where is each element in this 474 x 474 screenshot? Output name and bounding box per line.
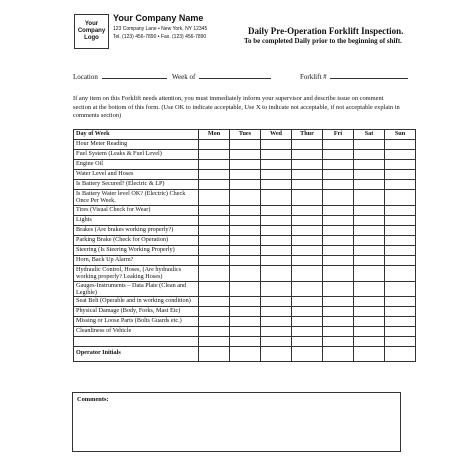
check-cell[interactable] (385, 265, 416, 281)
check-cell[interactable] (230, 140, 261, 150)
instructions-text: If any item on this Forklift needs attention, you must immediately inform your supervisor and describe issue on comment section at the bottom of this form. (Use OK to indicate acceptable, Use X to indicate not acceptable, if not acceptable explain in comments section) (73, 95, 400, 120)
check-cell[interactable] (292, 150, 323, 160)
check-cell[interactable] (354, 150, 385, 160)
check-cell[interactable] (199, 215, 230, 225)
check-cell[interactable] (292, 235, 323, 245)
check-cell[interactable] (323, 235, 354, 245)
table-row (74, 327, 416, 337)
table-row (74, 281, 416, 297)
check-cell[interactable] (230, 205, 261, 215)
table-row (74, 317, 416, 327)
check-cell[interactable] (230, 215, 261, 225)
check-cell[interactable] (323, 317, 354, 327)
check-cell[interactable] (354, 317, 385, 327)
check-cell[interactable] (199, 265, 230, 281)
check-cell[interactable] (292, 307, 323, 317)
item-label: Is Battery Secured? (Electric & LP) (74, 180, 199, 190)
check-cell[interactable] (261, 170, 292, 180)
check-cell[interactable] (230, 327, 261, 337)
check-cell[interactable] (354, 205, 385, 215)
check-cell[interactable] (199, 255, 230, 265)
check-cell[interactable] (385, 205, 416, 215)
forklift-field[interactable] (300, 71, 408, 81)
check-cell[interactable] (292, 205, 323, 215)
check-cell[interactable] (230, 225, 261, 235)
check-cell[interactable] (261, 235, 292, 245)
check-cell[interactable] (385, 190, 416, 206)
check-cell[interactable] (323, 190, 354, 206)
check-cell[interactable] (354, 245, 385, 255)
check-cell[interactable] (323, 337, 354, 347)
table-row (74, 170, 416, 180)
check-cell[interactable] (199, 235, 230, 245)
check-cell[interactable] (323, 170, 354, 180)
day-header: Tues (230, 130, 261, 140)
item-label: Water Level and Hoses (74, 170, 199, 180)
check-cell[interactable] (230, 235, 261, 245)
check-cell[interactable] (261, 150, 292, 160)
check-cell[interactable] (261, 255, 292, 265)
check-cell[interactable] (323, 150, 354, 160)
day-of-week-header: Day of Week (74, 130, 199, 140)
check-cell[interactable] (292, 140, 323, 150)
check-cell[interactable] (385, 337, 416, 347)
table-row (74, 160, 416, 170)
check-cell[interactable] (230, 160, 261, 170)
item-label: Lights (74, 215, 199, 225)
table-row (74, 337, 416, 347)
check-cell[interactable] (230, 297, 261, 307)
location-field[interactable] (73, 71, 167, 81)
check-cell[interactable] (385, 225, 416, 235)
check-cell[interactable] (385, 160, 416, 170)
check-cell[interactable] (230, 190, 261, 206)
check-cell[interactable] (292, 265, 323, 281)
item-label: Engine Oil (74, 160, 199, 170)
form-title: Daily Pre-Operation Forklift Inspection. (248, 26, 404, 36)
location-blank[interactable] (102, 71, 167, 79)
forklift-label: Forklift # (300, 73, 327, 81)
check-cell[interactable] (199, 281, 230, 297)
check-cell[interactable] (323, 307, 354, 317)
table-row (74, 245, 416, 255)
check-cell[interactable] (199, 140, 230, 150)
check-cell[interactable] (199, 297, 230, 307)
check-cell[interactable] (292, 245, 323, 255)
item-label: Cleanliness of Vehicle (74, 327, 199, 337)
item-label: Hour Meter Reading (74, 140, 199, 150)
check-cell[interactable] (354, 265, 385, 281)
check-cell[interactable] (354, 327, 385, 337)
item-label: Is Battery Water level OK? (Electric) Check Once Per Week. (74, 190, 199, 206)
check-cell[interactable] (323, 245, 354, 255)
table-row (74, 150, 416, 160)
check-cell[interactable] (323, 215, 354, 225)
check-cell[interactable] (354, 255, 385, 265)
check-cell[interactable] (261, 317, 292, 327)
check-cell[interactable] (261, 281, 292, 297)
check-cell[interactable] (292, 170, 323, 180)
check-cell[interactable] (199, 317, 230, 327)
check-cell[interactable] (385, 180, 416, 190)
check-cell[interactable] (354, 170, 385, 180)
check-cell[interactable] (354, 235, 385, 245)
check-cell[interactable] (292, 160, 323, 170)
check-cell[interactable] (323, 140, 354, 150)
item-label: Physical Damage (Body, Forks, Mast Etc) (74, 307, 199, 317)
check-cell[interactable] (199, 160, 230, 170)
check-cell[interactable] (199, 307, 230, 317)
inspection-items (74, 140, 416, 362)
logo-line-2: Company (77, 28, 106, 34)
check-cell[interactable] (230, 150, 261, 160)
check-cell[interactable] (230, 317, 261, 327)
check-cell[interactable] (199, 170, 230, 180)
check-cell[interactable] (199, 327, 230, 337)
item-label: Missing or Loose Parts (Bolts Guards etc.) (74, 317, 199, 327)
check-cell[interactable] (292, 281, 323, 297)
company-phone: Tel. (123) 456-7890 • Fax. (123) 456-7890 (113, 34, 207, 40)
table-row (74, 255, 416, 265)
check-cell[interactable] (261, 327, 292, 337)
check-cell[interactable] (385, 215, 416, 225)
day-header: Fri (323, 130, 354, 140)
check-cell[interactable] (292, 347, 323, 362)
check-cell[interactable] (199, 180, 230, 190)
operator-initials-row (74, 347, 416, 362)
check-cell[interactable] (292, 180, 323, 190)
table-row (74, 190, 416, 206)
comments-label: Comments: (77, 396, 109, 403)
check-cell[interactable] (261, 215, 292, 225)
logo-line-1: Your (84, 21, 99, 27)
check-cell[interactable] (354, 160, 385, 170)
item-label: Hydraulic Control, Hoses, (Are hydraulics working properly? Leaking Hoses) (74, 265, 199, 281)
check-cell[interactable] (261, 190, 292, 206)
check-cell[interactable] (354, 281, 385, 297)
check-cell[interactable] (230, 337, 261, 347)
item-label: Tires (Visual Check for Wear) (74, 205, 199, 215)
table-header-row (74, 130, 416, 140)
check-cell[interactable] (199, 205, 230, 215)
day-header: Wed (261, 130, 292, 140)
check-cell[interactable] (230, 180, 261, 190)
item-label (74, 337, 199, 347)
check-cell[interactable] (292, 327, 323, 337)
item-label: Parking Brake (Check for Operation) (74, 235, 199, 245)
check-cell[interactable] (292, 255, 323, 265)
check-cell[interactable] (323, 297, 354, 307)
check-cell[interactable] (261, 245, 292, 255)
check-cell[interactable] (199, 347, 230, 362)
check-cell[interactable] (199, 337, 230, 347)
check-cell[interactable] (261, 307, 292, 317)
check-cell[interactable] (385, 347, 416, 362)
item-label: Brakes (Are brakes working properly?) (74, 225, 199, 235)
check-cell[interactable] (385, 307, 416, 317)
check-cell[interactable] (354, 215, 385, 225)
check-cell[interactable] (199, 245, 230, 255)
check-cell[interactable] (354, 225, 385, 235)
table-row (74, 307, 416, 317)
check-cell[interactable] (261, 140, 292, 150)
check-cell[interactable] (292, 317, 323, 327)
check-cell[interactable] (385, 235, 416, 245)
check-cell[interactable] (323, 160, 354, 170)
check-cell[interactable] (354, 347, 385, 362)
day-header: Mon (199, 130, 230, 140)
check-cell[interactable] (323, 225, 354, 235)
check-cell[interactable] (323, 327, 354, 337)
day-header: Sun (385, 130, 416, 140)
item-label: Seat Belt (Operable and in working condition) (74, 297, 199, 307)
comments-box[interactable] (72, 392, 401, 452)
company-name: Your Company Name (113, 13, 204, 23)
check-cell[interactable] (230, 281, 261, 297)
check-cell[interactable] (354, 337, 385, 347)
table-row (74, 265, 416, 281)
check-cell[interactable] (230, 170, 261, 180)
check-cell[interactable] (261, 225, 292, 235)
check-cell[interactable] (230, 347, 261, 362)
table-row (74, 225, 416, 235)
table-row (74, 297, 416, 307)
check-cell[interactable] (230, 265, 261, 281)
check-cell[interactable] (261, 297, 292, 307)
check-cell[interactable] (323, 255, 354, 265)
week-field[interactable] (172, 71, 271, 81)
forklift-blank[interactable] (330, 71, 408, 79)
day-header: Thur (292, 130, 323, 140)
check-cell[interactable] (385, 255, 416, 265)
week-label: Week of (172, 73, 196, 81)
table-row (74, 180, 416, 190)
check-cell[interactable] (354, 297, 385, 307)
check-cell[interactable] (323, 265, 354, 281)
check-cell[interactable] (199, 225, 230, 235)
check-cell[interactable] (199, 190, 230, 206)
check-cell[interactable] (323, 205, 354, 215)
check-cell[interactable] (385, 245, 416, 255)
check-cell[interactable] (261, 265, 292, 281)
check-cell[interactable] (230, 255, 261, 265)
check-cell[interactable] (385, 317, 416, 327)
day-header: Sat (354, 130, 385, 140)
logo-line-3: Logo (84, 35, 99, 41)
location-label: Location (73, 73, 98, 81)
item-label: Gauges-Instruments – Data Plate (Clean and Legible) (74, 281, 199, 297)
check-cell[interactable] (261, 205, 292, 215)
check-cell[interactable] (385, 327, 416, 337)
check-cell[interactable] (323, 347, 354, 362)
check-cell[interactable] (230, 307, 261, 317)
check-cell[interactable] (292, 190, 323, 206)
company-logo-placeholder (74, 14, 109, 49)
check-cell[interactable] (354, 180, 385, 190)
table-row (74, 215, 416, 225)
item-label: Steering (Is Steering Working Properly) (74, 245, 199, 255)
week-blank[interactable] (199, 71, 271, 79)
check-cell[interactable] (354, 140, 385, 150)
check-cell[interactable] (354, 190, 385, 206)
check-cell[interactable] (385, 150, 416, 160)
check-cell[interactable] (230, 245, 261, 255)
item-label: Horn, Back Up Alarm? (74, 255, 199, 265)
check-cell[interactable] (261, 337, 292, 347)
item-label: Operator Initials (74, 347, 199, 362)
table-row (74, 140, 416, 150)
check-cell[interactable] (292, 215, 323, 225)
check-cell[interactable] (292, 337, 323, 347)
check-cell[interactable] (323, 281, 354, 297)
check-cell[interactable] (199, 150, 230, 160)
item-label: Fuel System (Leaks & Fuel Level) (74, 150, 199, 160)
check-cell[interactable] (261, 347, 292, 362)
check-cell[interactable] (292, 297, 323, 307)
company-address: 123 Company Lane • New York, NY 12345 (113, 26, 208, 32)
table-row (74, 235, 416, 245)
table-row (74, 205, 416, 215)
check-cell[interactable] (261, 180, 292, 190)
check-cell[interactable] (323, 180, 354, 190)
check-cell[interactable] (292, 225, 323, 235)
form-subtitle: To be completed Daily prior to the beginning of shift. (244, 37, 402, 45)
check-cell[interactable] (261, 160, 292, 170)
check-cell[interactable] (354, 307, 385, 317)
check-cell[interactable] (385, 281, 416, 297)
check-cell[interactable] (385, 297, 416, 307)
inspection-table (73, 129, 416, 362)
check-cell[interactable] (385, 140, 416, 150)
check-cell[interactable] (385, 170, 416, 180)
